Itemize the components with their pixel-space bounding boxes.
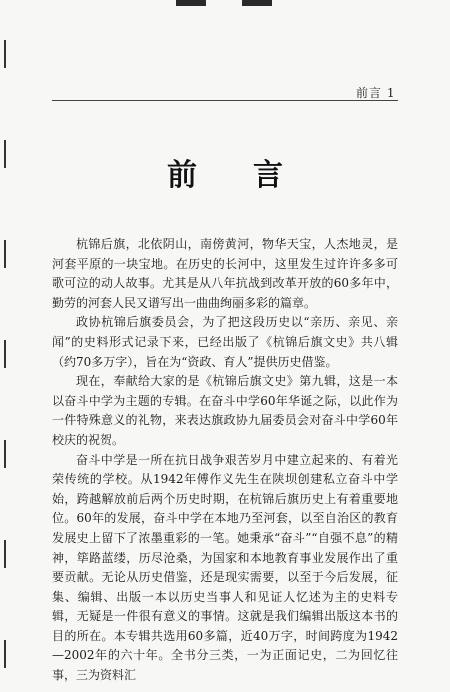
page-title: 前言 [167,158,339,193]
paragraph: 奋斗中学是一所在抗日战争艰苦岁月中建立起来的、有着光荣传统的学校。从1942年傅作义先生在陕坝创建私立奋斗中学始，跨越解放前后两个历史时期，在杭锦后旗历史上有着重要地位。60年的发展，奋斗中学在本地乃至河套，以至自治区的教育发展史上留下了浓墨重彩的一笔。她秉承“奋斗”“自强不息”的精神，筚路蓝缕，历尽沧桑，为国家和本地教育事业发展作出了重要贡献。无论从历史借鉴，还是现实需要，以至于今后发展，征集、编辑、出版一本以历史当事人和见证人忆述为主的史料专辑，无疑是一件很有意义的事情。这就是我们编辑出版这本书的目的所在。本专辑共选用60多篇，近40万字，时间跨度为1942—2002年的六十年。全书分三类，一为正面记史，二为回忆往事，三为资料汇 [52,452,398,683]
paragraph: 政协杭锦后旗委员会，为了把这段历史以“亲历、亲见、亲闻”的史料形式记录下来，已经出版了《杭锦后旗文史》共八辑（约70多万字），旨在为“资政、育人”提供历史借鉴。 [52,315,398,369]
binding-mark [4,540,6,568]
binding-mark [4,440,6,468]
paragraph: 杭锦后旗，北依阴山，南傍黄河，物华天宝，人杰地灵，是河套平原的一块宝地。在历史的长河中，这里发生过许许多多可歌可泣的动人故事。尤其是从八年抗战到改革开放的60多年中，勤劳的河套人民又谱写出一曲曲绚丽多彩的篇章。 [52,237,398,310]
running-header: 前言 1 [356,86,396,100]
body-text [52,235,398,686]
header-rule [52,100,398,101]
binding-mark [4,640,6,668]
top-edge-mark [176,0,272,6]
binding-mark [4,40,6,68]
binding-mark [4,240,6,268]
paragraph: 现在，奉献给大家的是《杭锦后旗文史》第九辑，这是一本以奋斗中学为主题的专辑。在奋斗中学60年华诞之际，以此作为一件特殊意义的礼物，来表达旗政协九届委员会对奋斗中学60年校庆的祝贺。 [52,374,398,447]
binding-mark [4,340,6,368]
